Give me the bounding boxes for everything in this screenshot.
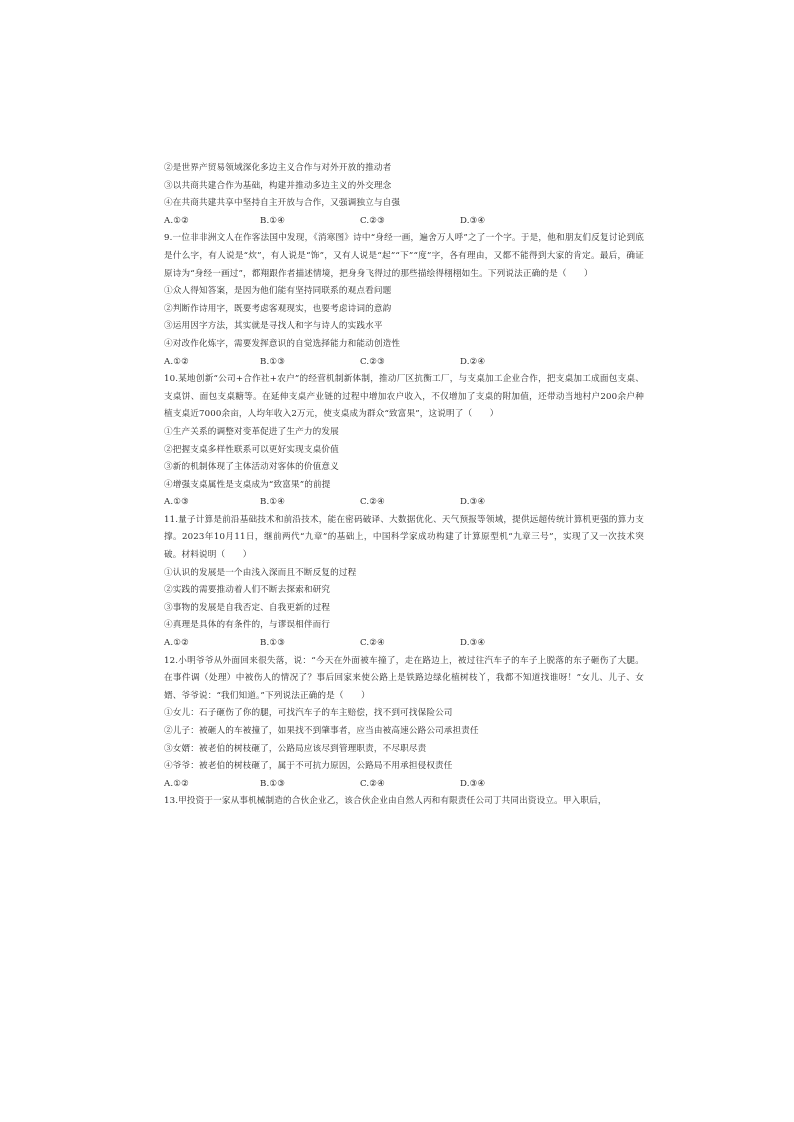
choice-c: C.②④: [360, 497, 386, 508]
option-line: ③以共商共建合作为基础，构建并推动多边主义的外交理念: [164, 180, 392, 191]
choice-c: C.②③: [360, 356, 386, 367]
choice-a: A.①②: [164, 778, 189, 789]
option-line: ③事物的发展是自我否定、自我更新的过程: [164, 602, 331, 613]
choice-b: B.①④: [260, 497, 286, 508]
option-line: ④增强支桌属性是支桌成为“致富果”的前提: [164, 479, 331, 490]
option-line: ③女婿：被老伯的树枝砸了，公路局应该尽到管理职责，不尽职尽责: [164, 743, 427, 754]
question-12-stem: 12.小明爷爷从外面回来很失落，说：“今天在外面被车撞了，走在路边上，被过往汽车子的车子上脱落的东子砸伤了大腿。在事件调（处理）中被伤人的情况了？事后回家来使公路上是铁路边绿化植树枝丫，我都不知道找谁呀！”女儿、儿子、女婿、爷爷说：“我们知道。”下列说法正确的是（ ）: [164, 655, 644, 701]
answer-choices: [164, 635, 644, 653]
choice-b: B.①③: [260, 778, 286, 789]
option-line: ①生产关系的调整对变革促进了生产力的发展: [164, 426, 339, 437]
question-11-stem: 11.量子计算是前沿基础技术和前沿技术，能在密码破译、大数据优化、天气预报等领域，提供远超传统计算机更强的算力支撑。2023年10月11日，继前两代“九章”的基础上，中国科学家成功构建了计算原型机“九章三号”，实现了又一次技术突破。材料说明（ ）: [164, 514, 644, 561]
option-line: ①女儿：石子砸伤了你的腿，可找汽车子的车主赔偿，找不到可找保险公司: [164, 708, 453, 719]
option-line: ②是世界产贸易领域深化多边主义合作与对外开放的推动者: [164, 163, 392, 173]
option-line: ④真理是具体的有条件的，与谬误相伴而行: [164, 620, 331, 631]
option-line: ②判断作诗用字，既要考虑客观现实，也要考虑诗词的意韵: [164, 303, 392, 314]
option-line: ③运用因字方法，其实就是寻找人和字与诗人的实践水平: [164, 321, 383, 332]
answer-choices: [164, 776, 644, 794]
choice-c: C.②④: [360, 778, 386, 789]
choice-d: D.③④: [460, 778, 486, 789]
option-line: ①众人得知答案，是因为他们能有坚持同联系的观点看问题: [164, 286, 392, 297]
answer-choices: [164, 494, 644, 512]
choice-a: A.①②: [164, 638, 189, 649]
choice-a: A.①②: [164, 215, 189, 226]
choice-d: D.③④: [460, 638, 486, 649]
choice-c: C.②③: [360, 215, 386, 226]
choice-a: A.①③: [164, 497, 189, 508]
option-line: ②把握支桌多样性联系可以更好实现支桌价值: [164, 444, 339, 455]
choice-c: C.②④: [360, 638, 386, 649]
option-line: ④在共商共建共享中坚持自主开放与合作，又强调独立与自强: [164, 198, 401, 209]
choice-b: B.①④: [260, 215, 286, 226]
exam-text: [164, 160, 644, 811]
choice-b: B.①③: [260, 356, 286, 367]
option-line: ④爷爷：被老伯的树枝砸了，属于不可抗力原因，公路局不用承担侵权责任: [164, 761, 453, 772]
answer-choices: [164, 354, 644, 372]
option-line: ③新的机制体现了主体活动对客体的价值意义: [164, 462, 339, 473]
option-line: ②儿子：被砸人的车被撞了，如果找不到肇事者，应当由被高速公路公司承担责任: [164, 726, 479, 736]
choice-d: D.③④: [460, 497, 486, 508]
answer-choices: [164, 213, 644, 231]
choice-b: B.①③: [260, 638, 286, 649]
option-line: ②实践的需要推动着人们不断去探索和研究: [164, 585, 331, 596]
question-13-stem: 13.甲投资于一家从事机械制造的合伙企业乙，该合伙企业由自然人丙和有限责任公司丁共同出资设立。甲入职后，: [164, 796, 607, 807]
question-9-stem: 9.一位非非洲文人在作客法国中发现，《消寒图》诗中“身经一画，遍舍万人呼”之了一个字。于是，他和朋友们反复讨论到底是什么字，有人说是“炊”，有人说是“饰”，又有人说是“起”“下”“度”字，各有理由，又都不能得到大家的肯定。最后，确证原诗为“身经一画过”，都翔跟作者描述情境，把身身飞得过的那些描绘得栩栩如生。下列说法正确的是（ ）: [164, 233, 644, 279]
choice-a: A.①②: [164, 356, 189, 367]
option-line: ①认识的发展是一个由浅入深而且不断反复的过程: [164, 567, 357, 578]
choice-d: D.③④: [460, 215, 486, 226]
option-line: ④对改作化炼字，需要发挥意识的自觉选择能力和能动创造性: [164, 338, 401, 349]
question-10-stem: 10.某地创新“公司+合作社+农户”的经营机制新体制，推动厂区抗衡工厂，与支桌加工企业合作，把支桌加工成面包支桌、支桌饼、面包支桌糖等。在延伸支桌产业链的过程中增加农户收入，不仅增加了支桌的附加值，还带动当地村户200余户种植支桌近7000余亩，人均年收入2万元，使支桌成为群众“致富果”，这说明了（ ）: [164, 374, 644, 420]
choice-d: D.②④: [460, 356, 486, 367]
